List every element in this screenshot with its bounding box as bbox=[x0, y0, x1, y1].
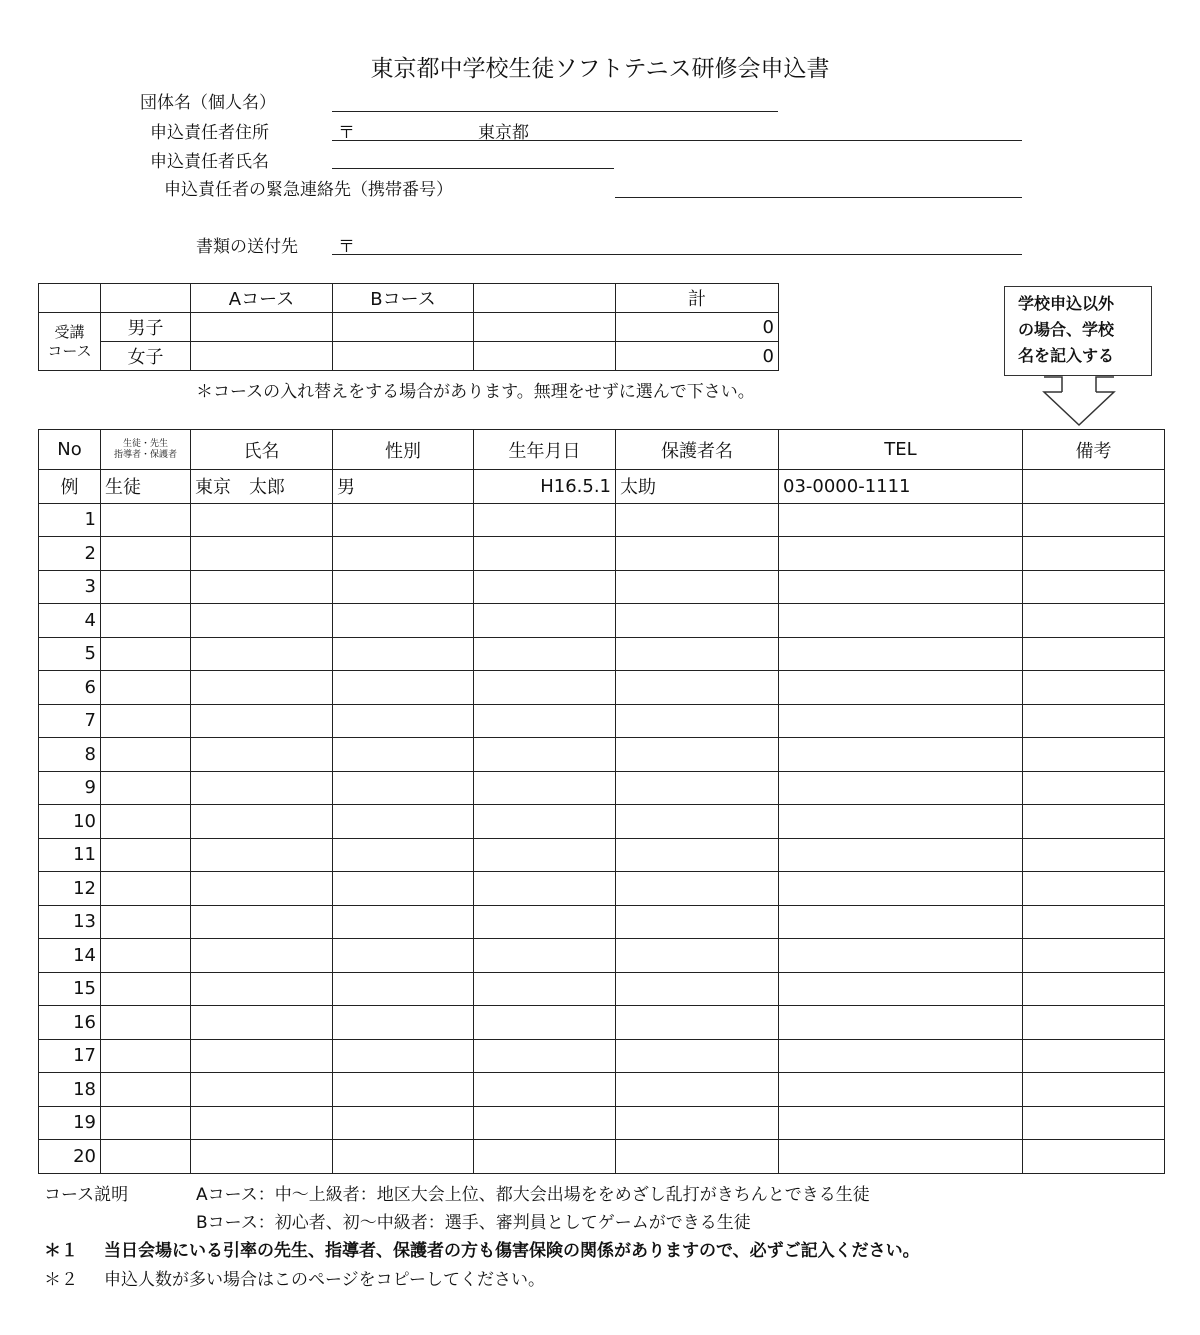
group-name-field[interactable] bbox=[332, 111, 778, 112]
participant-row bbox=[39, 1006, 1165, 1040]
page-title: 東京都中学校生徒ソフトテニス研修会申込書 bbox=[370, 56, 830, 82]
role-cell[interactable] bbox=[101, 771, 191, 805]
guardian-cell[interactable] bbox=[616, 1073, 779, 1107]
birth-cell[interactable] bbox=[474, 1106, 616, 1140]
role-cell[interactable] bbox=[101, 1140, 191, 1174]
row-number: 15 bbox=[39, 972, 101, 1006]
participant-row bbox=[39, 738, 1165, 772]
birth-cell[interactable] bbox=[474, 704, 616, 738]
guardian-cell[interactable] bbox=[616, 570, 779, 604]
gender-cell[interactable] bbox=[333, 1140, 474, 1174]
participant-row bbox=[39, 1140, 1165, 1174]
guardian-cell[interactable] bbox=[616, 637, 779, 671]
row-number: 6 bbox=[39, 671, 101, 705]
row-number: 8 bbox=[39, 738, 101, 772]
participant-row bbox=[39, 771, 1165, 805]
participant-row bbox=[39, 537, 1165, 571]
tel-cell[interactable] bbox=[779, 1140, 1023, 1174]
example-role: 生徒 bbox=[101, 470, 191, 504]
participant-row bbox=[39, 939, 1165, 973]
guardian-cell[interactable] bbox=[616, 771, 779, 805]
guardian-cell[interactable] bbox=[616, 1006, 779, 1040]
guardian-cell[interactable] bbox=[616, 905, 779, 939]
destination-field[interactable] bbox=[332, 254, 1022, 255]
row-number: 5 bbox=[39, 637, 101, 671]
name-cell[interactable] bbox=[191, 1073, 333, 1107]
blank-cell[interactable] bbox=[474, 313, 616, 342]
participant-row bbox=[39, 838, 1165, 872]
birth-cell[interactable] bbox=[474, 1073, 616, 1107]
participant-row bbox=[39, 704, 1165, 738]
remarks-cell[interactable] bbox=[1023, 905, 1165, 939]
name-cell[interactable] bbox=[191, 671, 333, 705]
guardian-cell[interactable] bbox=[616, 1140, 779, 1174]
gender-cell[interactable] bbox=[333, 1106, 474, 1140]
callout-line: 名を記入する bbox=[1018, 346, 1115, 365]
name-cell[interactable] bbox=[191, 872, 333, 906]
summary-header-blank bbox=[474, 284, 616, 313]
participant-row bbox=[39, 671, 1165, 705]
row-number: 9 bbox=[39, 771, 101, 805]
name-cell[interactable] bbox=[191, 1039, 333, 1073]
guardian-cell[interactable] bbox=[616, 671, 779, 705]
participant-header-row bbox=[39, 430, 1165, 470]
role-cell[interactable] bbox=[101, 1073, 191, 1107]
name-cell[interactable] bbox=[191, 704, 333, 738]
participant-row bbox=[39, 905, 1165, 939]
down-arrow-icon bbox=[1040, 376, 1118, 428]
header-remarks: 備考 bbox=[1023, 430, 1165, 470]
guardian-cell[interactable] bbox=[616, 704, 779, 738]
header-guardian: 保護者名 bbox=[616, 430, 779, 470]
guardian-cell[interactable] bbox=[616, 1039, 779, 1073]
name-cell[interactable] bbox=[191, 1106, 333, 1140]
row-number: 2 bbox=[39, 537, 101, 571]
note2-text: 申込人数が多い場合はこのページをコピーしてください。 bbox=[104, 1270, 545, 1290]
name-cell[interactable] bbox=[191, 570, 333, 604]
course-a-count-cell[interactable] bbox=[191, 342, 333, 371]
participant-table bbox=[38, 429, 1165, 1174]
tel-cell[interactable] bbox=[779, 939, 1023, 973]
birth-cell[interactable] bbox=[474, 637, 616, 671]
participant-row bbox=[39, 604, 1165, 638]
role-cell[interactable] bbox=[101, 939, 191, 973]
remarks-cell[interactable] bbox=[1023, 838, 1165, 872]
gender-cell[interactable] bbox=[333, 1073, 474, 1107]
course-label-line: 受講 bbox=[54, 322, 85, 341]
remarks-cell[interactable] bbox=[1023, 872, 1165, 906]
row-number: 13 bbox=[39, 905, 101, 939]
name-cell[interactable] bbox=[191, 637, 333, 671]
remarks-cell[interactable] bbox=[1023, 604, 1165, 638]
tel-cell[interactable] bbox=[779, 503, 1023, 537]
birth-cell[interactable] bbox=[474, 805, 616, 839]
course-desc-label: コース説明 bbox=[44, 1185, 129, 1205]
participant-row bbox=[39, 637, 1165, 671]
gender-label: 男子 bbox=[101, 313, 191, 342]
participant-row bbox=[39, 805, 1165, 839]
row-number: 18 bbox=[39, 1073, 101, 1107]
row-number: 19 bbox=[39, 1106, 101, 1140]
role-cell[interactable] bbox=[101, 503, 191, 537]
participant-row bbox=[39, 570, 1165, 604]
gender-cell[interactable] bbox=[333, 771, 474, 805]
birth-cell[interactable] bbox=[474, 503, 616, 537]
role-cell[interactable] bbox=[101, 905, 191, 939]
note1-text: 当日会場にいる引率の先生、指導者、保護者の方も傷害保険の関係がありますので、必ずご記入ください。 bbox=[104, 1241, 920, 1261]
remarks-cell[interactable] bbox=[1023, 805, 1165, 839]
name-label: 申込責任者氏名 bbox=[150, 152, 269, 172]
participant-row bbox=[39, 972, 1165, 1006]
gender-cell[interactable] bbox=[333, 503, 474, 537]
name-cell[interactable] bbox=[191, 905, 333, 939]
guardian-cell[interactable] bbox=[616, 537, 779, 571]
participant-row bbox=[39, 1039, 1165, 1073]
note1-mark: ＊１ bbox=[44, 1241, 78, 1261]
name-cell[interactable] bbox=[191, 738, 333, 772]
role-cell[interactable] bbox=[101, 1006, 191, 1040]
tel-cell[interactable] bbox=[779, 972, 1023, 1006]
birth-cell[interactable] bbox=[474, 939, 616, 973]
role-cell[interactable] bbox=[101, 704, 191, 738]
summary-header-course-a: Aコース bbox=[191, 284, 333, 313]
remarks-cell[interactable] bbox=[1023, 1073, 1165, 1107]
row-number: 1 bbox=[39, 503, 101, 537]
gender-cell[interactable] bbox=[333, 1006, 474, 1040]
tel-cell[interactable] bbox=[779, 704, 1023, 738]
name-cell[interactable] bbox=[191, 1006, 333, 1040]
remarks-cell[interactable] bbox=[1023, 704, 1165, 738]
address-postal-mark: 〒 bbox=[338, 123, 355, 143]
name-cell[interactable] bbox=[191, 805, 333, 839]
blank-cell[interactable] bbox=[474, 342, 616, 371]
header-no: No bbox=[39, 430, 101, 470]
tel-cell[interactable] bbox=[779, 1006, 1023, 1040]
remarks-callout bbox=[1004, 286, 1152, 376]
participant-row bbox=[39, 503, 1165, 537]
remarks-cell[interactable] bbox=[1023, 503, 1165, 537]
summary-header-course-b: Bコース bbox=[333, 284, 474, 313]
course-b-count-cell[interactable] bbox=[333, 313, 474, 342]
course-a-count-cell[interactable] bbox=[191, 313, 333, 342]
row-number: 3 bbox=[39, 570, 101, 604]
gender-cell[interactable] bbox=[333, 805, 474, 839]
birth-cell[interactable] bbox=[474, 1140, 616, 1174]
example-tel: 03-0000-1111 bbox=[779, 470, 1023, 504]
tel-cell[interactable] bbox=[779, 604, 1023, 638]
emergency-label: 申込責任者の緊急連絡先（携帯番号） bbox=[164, 180, 453, 200]
birth-cell[interactable] bbox=[474, 1006, 616, 1040]
callout-line: 学校申込以外 bbox=[1018, 294, 1115, 313]
row-number: 20 bbox=[39, 1140, 101, 1174]
tel-cell[interactable] bbox=[779, 738, 1023, 772]
name-cell[interactable] bbox=[191, 972, 333, 1006]
summary-header-row bbox=[39, 284, 779, 313]
summary-row-female bbox=[39, 342, 779, 371]
course-note: ＊コースの入れ替えをする場合があります。無理をせずに選んで下さい。 bbox=[196, 382, 755, 402]
name-cell[interactable] bbox=[191, 604, 333, 638]
gender-cell[interactable] bbox=[333, 872, 474, 906]
address-field[interactable] bbox=[332, 140, 1022, 141]
header-role-line: 生徒・先生 bbox=[122, 438, 168, 449]
row-number: 14 bbox=[39, 939, 101, 973]
tel-cell[interactable] bbox=[779, 637, 1023, 671]
guardian-cell[interactable] bbox=[616, 939, 779, 973]
destination-postal-mark: 〒 bbox=[338, 237, 355, 257]
remarks-cell[interactable] bbox=[1023, 771, 1165, 805]
tel-cell[interactable] bbox=[779, 671, 1023, 705]
remarks-cell[interactable] bbox=[1023, 738, 1165, 772]
role-cell[interactable] bbox=[101, 671, 191, 705]
name-cell[interactable] bbox=[191, 838, 333, 872]
remarks-cell[interactable] bbox=[1023, 671, 1165, 705]
role-cell[interactable] bbox=[101, 972, 191, 1006]
tel-cell[interactable] bbox=[779, 805, 1023, 839]
address-label: 申込責任者住所 bbox=[150, 123, 269, 143]
remarks-cell[interactable] bbox=[1023, 637, 1165, 671]
gender-cell[interactable] bbox=[333, 972, 474, 1006]
gender-cell[interactable] bbox=[333, 537, 474, 571]
summary-row-male bbox=[39, 313, 779, 342]
tel-cell[interactable] bbox=[779, 1073, 1023, 1107]
note2-mark: ＊２ bbox=[44, 1270, 78, 1290]
group-name-label: 団体名（個人名） bbox=[140, 93, 276, 113]
guardian-cell[interactable] bbox=[616, 1106, 779, 1140]
row-number: 17 bbox=[39, 1039, 101, 1073]
guardian-cell[interactable] bbox=[616, 805, 779, 839]
address-value: 東京都 bbox=[478, 123, 529, 143]
course-b-count-cell[interactable] bbox=[333, 342, 474, 371]
header-tel: TEL bbox=[779, 430, 1023, 470]
header-role bbox=[101, 430, 191, 470]
name-field[interactable] bbox=[332, 168, 614, 169]
remarks-cell[interactable] bbox=[1023, 537, 1165, 571]
tel-cell[interactable] bbox=[779, 570, 1023, 604]
guardian-cell[interactable] bbox=[616, 738, 779, 772]
tel-cell[interactable] bbox=[779, 1106, 1023, 1140]
birth-cell[interactable] bbox=[474, 972, 616, 1006]
gender-label: 女子 bbox=[101, 342, 191, 371]
example-no: 例 bbox=[39, 470, 101, 504]
guardian-cell[interactable] bbox=[616, 604, 779, 638]
tel-cell[interactable] bbox=[779, 771, 1023, 805]
birth-cell[interactable] bbox=[474, 604, 616, 638]
guardian-cell[interactable] bbox=[616, 972, 779, 1006]
gender-cell[interactable] bbox=[333, 704, 474, 738]
gender-cell[interactable] bbox=[333, 604, 474, 638]
name-cell[interactable] bbox=[191, 771, 333, 805]
course-b-desc: Bコース：初心者、初～中級者：選手、審判員としてゲームができる生徒 bbox=[196, 1213, 751, 1233]
role-cell[interactable] bbox=[101, 537, 191, 571]
gender-cell[interactable] bbox=[333, 637, 474, 671]
remarks-cell[interactable] bbox=[1023, 1006, 1165, 1040]
role-cell[interactable] bbox=[101, 1106, 191, 1140]
gender-cell[interactable] bbox=[333, 671, 474, 705]
row-number: 11 bbox=[39, 838, 101, 872]
birth-cell[interactable] bbox=[474, 570, 616, 604]
birth-cell[interactable] bbox=[474, 671, 616, 705]
tel-cell[interactable] bbox=[779, 1039, 1023, 1073]
tel-cell[interactable] bbox=[779, 537, 1023, 571]
course-label-line: コース bbox=[47, 341, 92, 360]
course-summary-table bbox=[38, 283, 779, 371]
header-role-line: 指導者・保護者 bbox=[113, 449, 177, 460]
role-cell[interactable] bbox=[101, 838, 191, 872]
tel-cell[interactable] bbox=[779, 838, 1023, 872]
birth-cell[interactable] bbox=[474, 537, 616, 571]
role-cell[interactable] bbox=[101, 1039, 191, 1073]
remarks-cell[interactable] bbox=[1023, 939, 1165, 973]
example-row bbox=[39, 470, 1165, 504]
role-cell[interactable] bbox=[101, 805, 191, 839]
birth-cell[interactable] bbox=[474, 1039, 616, 1073]
summary-header-total: 計 bbox=[616, 284, 779, 313]
name-cell[interactable] bbox=[191, 537, 333, 571]
header-birth: 生年月日 bbox=[474, 430, 616, 470]
header-gender: 性別 bbox=[333, 430, 474, 470]
row-number: 10 bbox=[39, 805, 101, 839]
row-number: 4 bbox=[39, 604, 101, 638]
tel-cell[interactable] bbox=[779, 872, 1023, 906]
example-name: 東京 太郎 bbox=[191, 470, 333, 504]
birth-cell[interactable] bbox=[474, 872, 616, 906]
course-label bbox=[39, 313, 101, 371]
name-cell[interactable] bbox=[191, 503, 333, 537]
guardian-cell[interactable] bbox=[616, 872, 779, 906]
total-cell: 0 bbox=[616, 342, 779, 371]
example-remarks bbox=[1023, 470, 1165, 504]
role-cell[interactable] bbox=[101, 738, 191, 772]
total-cell: 0 bbox=[616, 313, 779, 342]
role-cell[interactable] bbox=[101, 637, 191, 671]
remarks-cell[interactable] bbox=[1023, 1140, 1165, 1174]
callout-line: の場合、学校 bbox=[1018, 320, 1115, 339]
row-number: 16 bbox=[39, 1006, 101, 1040]
name-cell[interactable] bbox=[191, 1140, 333, 1174]
participant-row bbox=[39, 1106, 1165, 1140]
gender-cell[interactable] bbox=[333, 939, 474, 973]
participant-row bbox=[39, 872, 1165, 906]
remarks-cell[interactable] bbox=[1023, 972, 1165, 1006]
remarks-cell[interactable] bbox=[1023, 1039, 1165, 1073]
guardian-cell[interactable] bbox=[616, 838, 779, 872]
participant-row bbox=[39, 1073, 1165, 1107]
header-name: 氏名 bbox=[191, 430, 333, 470]
role-cell[interactable] bbox=[101, 604, 191, 638]
row-number: 7 bbox=[39, 704, 101, 738]
tel-cell[interactable] bbox=[779, 905, 1023, 939]
gender-cell[interactable] bbox=[333, 838, 474, 872]
example-guardian: 太助 bbox=[616, 470, 779, 504]
row-number: 12 bbox=[39, 872, 101, 906]
remarks-cell[interactable] bbox=[1023, 1106, 1165, 1140]
birth-cell[interactable] bbox=[474, 905, 616, 939]
example-birth: H16.5.1 bbox=[474, 470, 616, 504]
summary-header-blank bbox=[39, 284, 101, 313]
gender-cell[interactable] bbox=[333, 738, 474, 772]
birth-cell[interactable] bbox=[474, 838, 616, 872]
name-cell[interactable] bbox=[191, 939, 333, 973]
gender-cell[interactable] bbox=[333, 570, 474, 604]
summary-header-blank bbox=[101, 284, 191, 313]
example-gender: 男 bbox=[333, 470, 474, 504]
gender-cell[interactable] bbox=[333, 1039, 474, 1073]
birth-cell[interactable] bbox=[474, 738, 616, 772]
role-cell[interactable] bbox=[101, 872, 191, 906]
guardian-cell[interactable] bbox=[616, 503, 779, 537]
birth-cell[interactable] bbox=[474, 771, 616, 805]
emergency-field[interactable] bbox=[615, 197, 1022, 198]
remarks-cell[interactable] bbox=[1023, 570, 1165, 604]
gender-cell[interactable] bbox=[333, 905, 474, 939]
course-a-desc: Aコース：中～上級者：地区大会上位、都大会出場ををめざし乱打がきちんとできる生徒 bbox=[196, 1185, 870, 1205]
destination-label: 書類の送付先 bbox=[196, 237, 298, 257]
role-cell[interactable] bbox=[101, 570, 191, 604]
